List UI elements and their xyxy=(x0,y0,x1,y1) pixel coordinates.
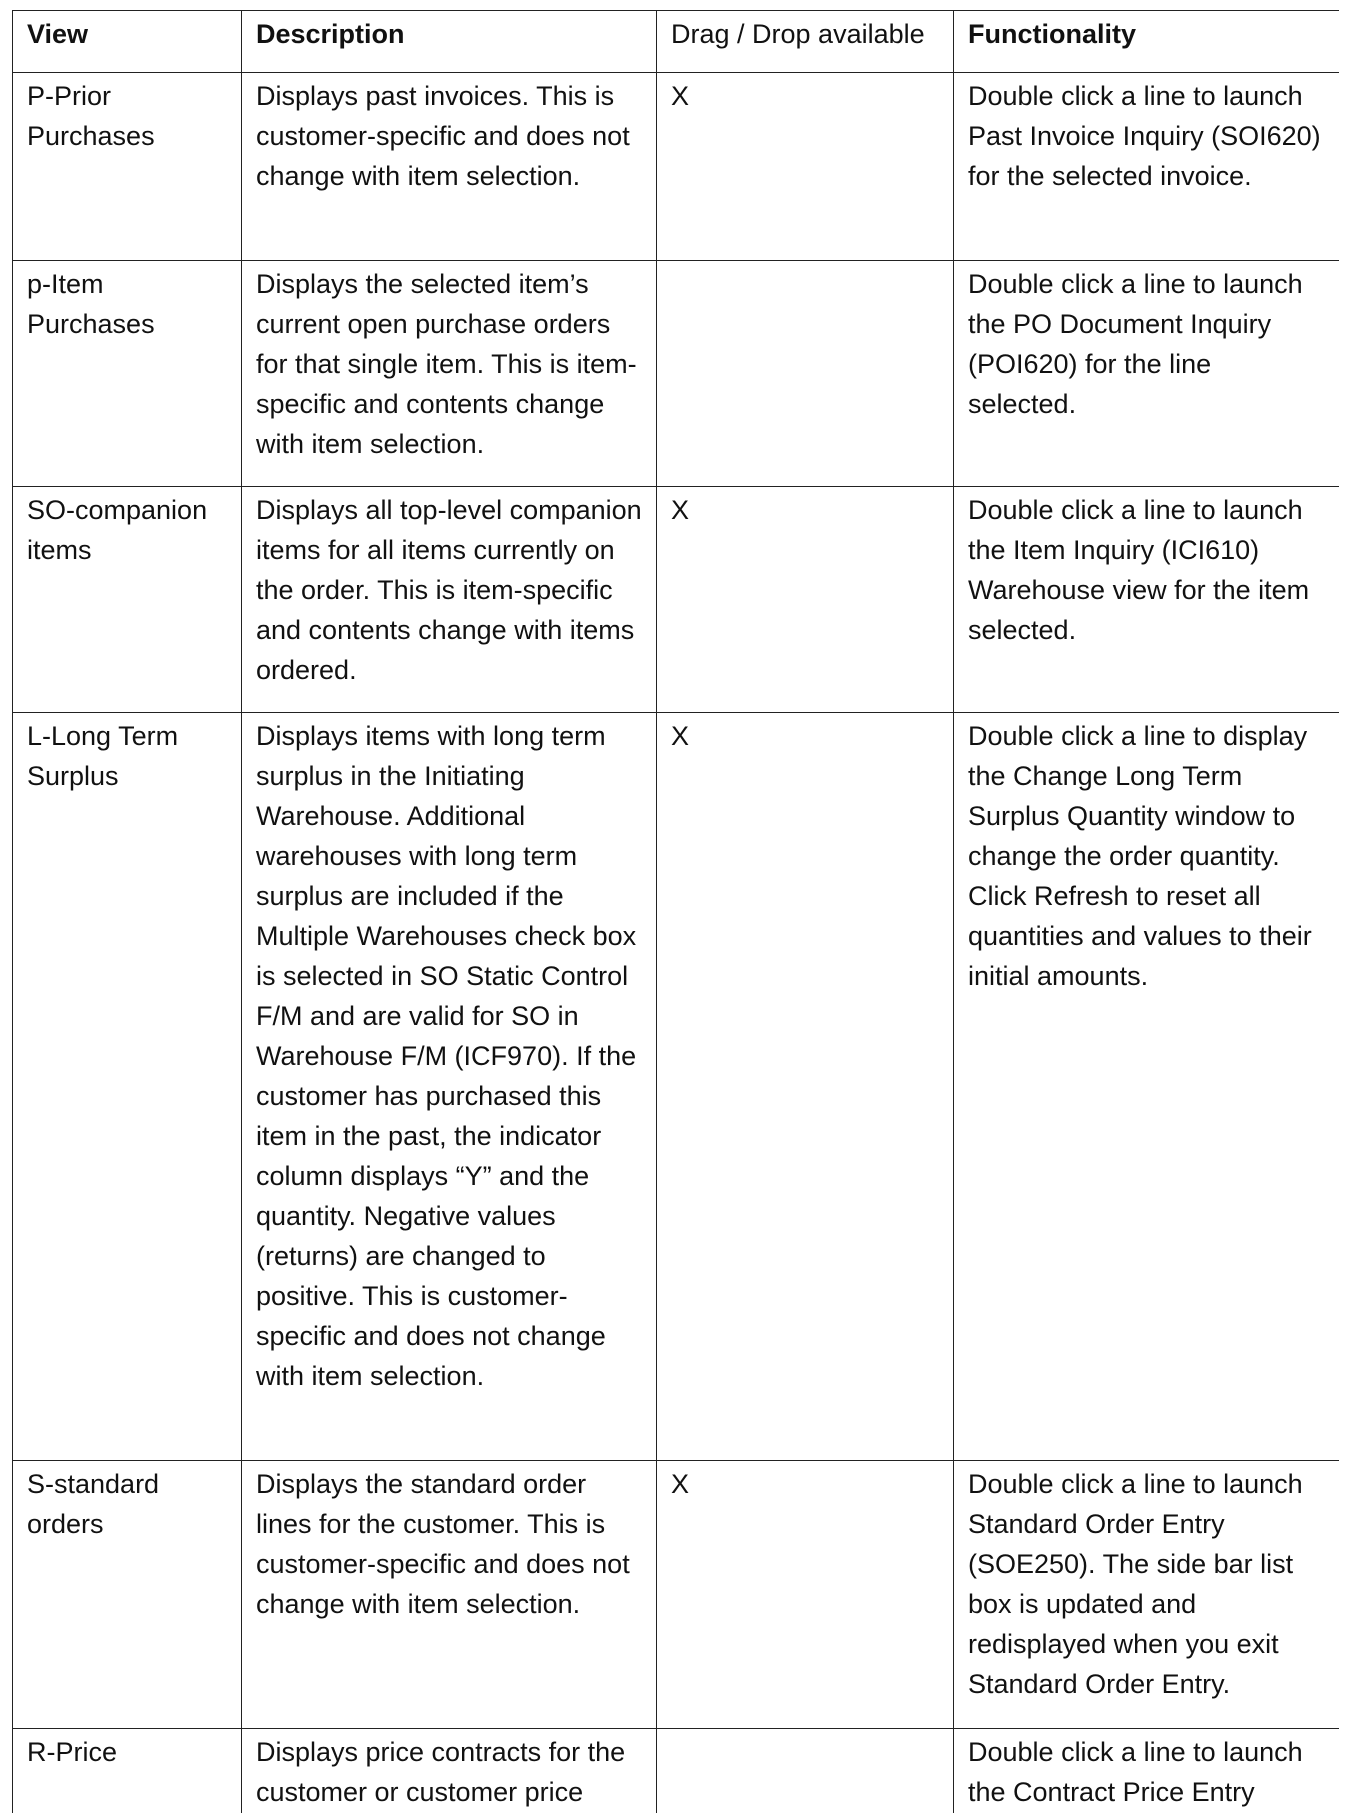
cell-drag-drop: X xyxy=(657,1461,954,1729)
table-row xyxy=(13,261,1340,487)
cell-description: Displays past invoices. This is customer-specific and does not change with item selection. xyxy=(242,73,657,261)
cell-description: Displays the standard order lines for the customer. This is customer-specific and does not change with item selection. xyxy=(242,1461,657,1729)
cell-functionality: Double click a line to launch the Item Inquiry (ICI610) Warehouse view for the item selected. xyxy=(954,487,1340,713)
cell-view: S-standard orders xyxy=(13,1461,242,1729)
header-drag-drop: Drag / Drop available xyxy=(657,11,954,73)
cell-view: R-Price xyxy=(13,1729,242,1813)
document-page xyxy=(12,10,1339,1813)
table-header-row xyxy=(13,11,1340,73)
table-row xyxy=(13,713,1340,1461)
cell-description: Displays price contracts for the customer or customer price xyxy=(242,1729,657,1813)
table-row xyxy=(13,73,1340,261)
views-table xyxy=(12,10,1339,1813)
cell-view: P-Prior Purchases xyxy=(13,73,242,261)
table-row xyxy=(13,487,1340,713)
cell-description: Displays the selected item’s current open purchase orders for that single item. This is item-specific and contents change with item selection. xyxy=(242,261,657,487)
cell-drag-drop: X xyxy=(657,487,954,713)
cell-functionality: Double click a line to launch Standard Order Entry (SOE250). The side bar list box is updated and redisplayed when you exit Standard Order Entry. xyxy=(954,1461,1340,1729)
cell-drag-drop xyxy=(657,1729,954,1813)
cell-functionality: Double click a line to display the Change Long Term Surplus Quantity window to change the order quantity. Click Refresh to reset all quantities and values to their initial amounts. xyxy=(954,713,1340,1461)
cell-drag-drop: X xyxy=(657,73,954,261)
cell-drag-drop: X xyxy=(657,713,954,1461)
header-functionality: Functionality xyxy=(954,11,1340,73)
cell-view: L-Long Term Surplus xyxy=(13,713,242,1461)
header-description: Description xyxy=(242,11,657,73)
cell-functionality: Double click a line to launch Past Invoice Inquiry (SOI620) for the selected invoice. xyxy=(954,73,1340,261)
header-view: View xyxy=(13,11,242,73)
table-row xyxy=(13,1729,1340,1813)
cell-description: Displays items with long term surplus in the Initiating Warehouse. Additional warehouses with long term surplus are included if the Multiple Warehouses check box is selected in SO Static Control F/M and are valid for SO in Warehouse F/M (ICF970). If the customer has purchased this item in the past, the indicator column displays “Y” and the quantity. Negative values (returns) are changed to positive. This is customer-specific and does not change with item selection. xyxy=(242,713,657,1461)
cell-view: SO-companion items xyxy=(13,487,242,713)
cell-drag-drop xyxy=(657,261,954,487)
cell-functionality: Double click a line to launch the Contract Price Entry xyxy=(954,1729,1340,1813)
table-row xyxy=(13,1461,1340,1729)
cell-view: p-Item Purchases xyxy=(13,261,242,487)
cell-functionality: Double click a line to launch the PO Document Inquiry (POI620) for the line selected. xyxy=(954,261,1340,487)
cell-description: Displays all top-level companion items for all items currently on the order. This is item-specific and contents change with items ordered. xyxy=(242,487,657,713)
